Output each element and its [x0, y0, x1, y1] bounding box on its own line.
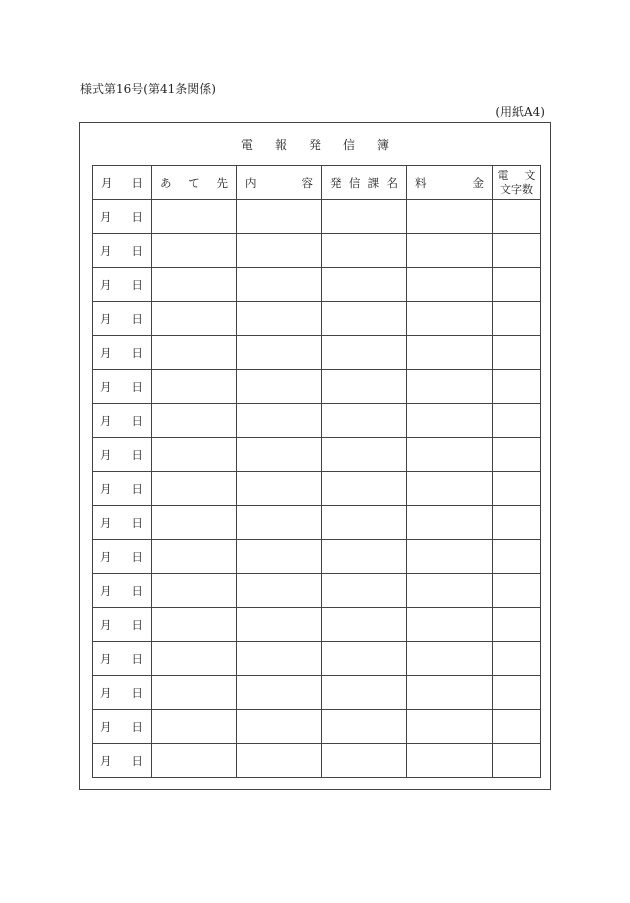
- char-count-cell[interactable]: [493, 540, 541, 574]
- day-label: 日: [131, 583, 143, 598]
- table-row: [93, 336, 541, 370]
- department-cell[interactable]: [322, 710, 407, 744]
- recipient-cell[interactable]: [152, 370, 237, 404]
- char-count-cell[interactable]: [493, 676, 541, 710]
- table-row: [93, 268, 541, 302]
- fee-cell[interactable]: [407, 676, 493, 710]
- table-row: [93, 642, 541, 676]
- content-cell[interactable]: [237, 608, 322, 642]
- department-cell[interactable]: [322, 200, 407, 234]
- fee-cell[interactable]: [407, 710, 493, 744]
- content-cell[interactable]: [237, 336, 322, 370]
- department-cell[interactable]: [322, 404, 407, 438]
- header-date: 月 日: [93, 166, 152, 200]
- fee-cell[interactable]: [407, 540, 493, 574]
- form-title: 電報発信簿: [240, 138, 411, 152]
- content-cell[interactable]: [237, 370, 322, 404]
- table-row: [93, 574, 541, 608]
- table-row: [93, 438, 541, 472]
- char-count-cell[interactable]: [493, 336, 541, 370]
- table-row: [93, 302, 541, 336]
- fee-cell[interactable]: [407, 506, 493, 540]
- content-cell[interactable]: [237, 268, 322, 302]
- char-count-cell[interactable]: [493, 642, 541, 676]
- date-cell[interactable]: [93, 676, 152, 710]
- content-cell[interactable]: [237, 506, 322, 540]
- fee-cell[interactable]: [407, 336, 493, 370]
- recipient-cell[interactable]: [152, 200, 237, 234]
- month-label: 月: [100, 481, 112, 496]
- month-label: 月: [100, 651, 112, 666]
- char-count-cell[interactable]: [493, 710, 541, 744]
- month-label: 月: [100, 345, 112, 360]
- table-row: [93, 404, 541, 438]
- char-count-cell[interactable]: [493, 472, 541, 506]
- fee-cell[interactable]: [407, 234, 493, 268]
- table-row: [93, 472, 541, 506]
- char-count-cell[interactable]: [493, 370, 541, 404]
- date-cell[interactable]: [93, 438, 152, 472]
- date-cell[interactable]: [93, 268, 152, 302]
- day-label: 日: [131, 277, 143, 292]
- char-count-cell[interactable]: [493, 438, 541, 472]
- month-label: 月: [100, 617, 112, 632]
- header-fee: 料 金: [407, 166, 493, 200]
- content-cell[interactable]: [237, 404, 322, 438]
- department-cell[interactable]: [322, 744, 407, 778]
- table-row: [93, 744, 541, 778]
- day-label: 日: [131, 719, 143, 734]
- content-cell[interactable]: [237, 302, 322, 336]
- date-cell[interactable]: [93, 608, 152, 642]
- day-label: 日: [131, 617, 143, 632]
- day-label: 日: [131, 243, 143, 258]
- day-label: 日: [131, 413, 143, 428]
- content-cell[interactable]: [237, 574, 322, 608]
- content-cell[interactable]: [237, 744, 322, 778]
- recipient-cell[interactable]: [152, 744, 237, 778]
- department-cell[interactable]: [322, 438, 407, 472]
- header-sending-department: 発 信 課 名: [322, 166, 407, 200]
- recipient-cell[interactable]: [152, 234, 237, 268]
- table-row: [93, 370, 541, 404]
- department-cell[interactable]: [322, 302, 407, 336]
- char-count-cell[interactable]: [493, 744, 541, 778]
- char-count-cell[interactable]: [493, 200, 541, 234]
- department-cell[interactable]: [322, 608, 407, 642]
- department-cell[interactable]: [322, 642, 407, 676]
- table-row: [93, 200, 541, 234]
- day-label: 日: [131, 515, 143, 530]
- department-cell[interactable]: [322, 370, 407, 404]
- table-body: [93, 200, 541, 778]
- table-row: [93, 710, 541, 744]
- recipient-cell[interactable]: [152, 268, 237, 302]
- char-count-cell[interactable]: [493, 302, 541, 336]
- header-recipient: あ て 先: [152, 166, 237, 200]
- table-row: [93, 540, 541, 574]
- fee-cell[interactable]: [407, 404, 493, 438]
- date-cell[interactable]: [93, 506, 152, 540]
- month-label: 月: [100, 243, 112, 258]
- department-cell[interactable]: [322, 506, 407, 540]
- month-label: 月: [100, 685, 112, 700]
- content-cell[interactable]: [237, 540, 322, 574]
- month-label: 月: [100, 719, 112, 734]
- table-row: [93, 676, 541, 710]
- day-label: 日: [131, 209, 143, 224]
- content-cell[interactable]: [237, 472, 322, 506]
- day-label: 日: [131, 379, 143, 394]
- recipient-cell[interactable]: [152, 608, 237, 642]
- department-cell[interactable]: [322, 574, 407, 608]
- date-cell[interactable]: [93, 744, 152, 778]
- day-label: 日: [131, 481, 143, 496]
- month-label: 月: [100, 311, 112, 326]
- fee-cell[interactable]: [407, 370, 493, 404]
- fee-cell[interactable]: [407, 574, 493, 608]
- day-label: 日: [131, 447, 143, 462]
- day-label: 日: [131, 753, 143, 768]
- recipient-cell[interactable]: [152, 642, 237, 676]
- recipient-cell[interactable]: [152, 336, 237, 370]
- recipient-cell[interactable]: [152, 540, 237, 574]
- char-count-cell[interactable]: [493, 608, 541, 642]
- month-label: 月: [100, 277, 112, 292]
- recipient-cell[interactable]: [152, 438, 237, 472]
- department-cell[interactable]: [322, 540, 407, 574]
- date-cell[interactable]: [93, 472, 152, 506]
- date-cell[interactable]: [93, 200, 152, 234]
- content-cell[interactable]: [237, 438, 322, 472]
- month-label: 月: [100, 379, 112, 394]
- recipient-cell[interactable]: [152, 506, 237, 540]
- form-number: 様式第16号(第41条関係): [80, 82, 216, 96]
- day-label: 日: [131, 651, 143, 666]
- date-cell[interactable]: [93, 710, 152, 744]
- date-cell[interactable]: [93, 642, 152, 676]
- month-label: 月: [100, 753, 112, 768]
- content-cell[interactable]: [237, 642, 322, 676]
- fee-cell[interactable]: [407, 268, 493, 302]
- date-cell[interactable]: [93, 234, 152, 268]
- department-cell[interactable]: [322, 472, 407, 506]
- recipient-cell[interactable]: [152, 472, 237, 506]
- char-count-cell[interactable]: [493, 268, 541, 302]
- content-cell[interactable]: [237, 710, 322, 744]
- month-label: 月: [100, 549, 112, 564]
- recipient-cell[interactable]: [152, 710, 237, 744]
- month-label: 月: [100, 583, 112, 598]
- content-cell[interactable]: [237, 676, 322, 710]
- recipient-cell[interactable]: [152, 302, 237, 336]
- month-label: 月: [100, 413, 112, 428]
- header-row: [93, 166, 541, 200]
- table-row: [93, 234, 541, 268]
- month-label: 月: [100, 447, 112, 462]
- department-cell[interactable]: [322, 336, 407, 370]
- day-label: 日: [131, 311, 143, 326]
- char-count-cell[interactable]: [493, 234, 541, 268]
- telegram-log-table: [92, 165, 541, 778]
- month-label: 月: [100, 209, 112, 224]
- char-count-cell[interactable]: [493, 506, 541, 540]
- paper-size-note: (用紙A4): [495, 105, 545, 119]
- month-label: 月: [100, 515, 112, 530]
- char-count-cell[interactable]: [493, 574, 541, 608]
- date-cell[interactable]: [93, 574, 152, 608]
- header-character-count: 電 文 文字数: [493, 166, 541, 200]
- date-cell[interactable]: [93, 540, 152, 574]
- department-cell[interactable]: [322, 676, 407, 710]
- date-cell[interactable]: [93, 404, 152, 438]
- recipient-cell[interactable]: [152, 574, 237, 608]
- content-cell[interactable]: [237, 200, 322, 234]
- table-row: [93, 608, 541, 642]
- recipient-cell[interactable]: [152, 676, 237, 710]
- department-cell[interactable]: [322, 268, 407, 302]
- date-cell[interactable]: [93, 302, 152, 336]
- date-cell[interactable]: [93, 370, 152, 404]
- fee-cell[interactable]: [407, 302, 493, 336]
- fee-cell[interactable]: [407, 200, 493, 234]
- day-label: 日: [131, 549, 143, 564]
- content-cell[interactable]: [237, 234, 322, 268]
- fee-cell[interactable]: [407, 438, 493, 472]
- fee-cell[interactable]: [407, 642, 493, 676]
- date-cell[interactable]: [93, 336, 152, 370]
- fee-cell[interactable]: [407, 608, 493, 642]
- header-content: 内 容: [237, 166, 322, 200]
- table-row: [93, 506, 541, 540]
- day-label: 日: [131, 685, 143, 700]
- day-label: 日: [131, 345, 143, 360]
- fee-cell[interactable]: [407, 744, 493, 778]
- department-cell[interactable]: [322, 234, 407, 268]
- fee-cell[interactable]: [407, 472, 493, 506]
- char-count-cell[interactable]: [493, 404, 541, 438]
- recipient-cell[interactable]: [152, 404, 237, 438]
